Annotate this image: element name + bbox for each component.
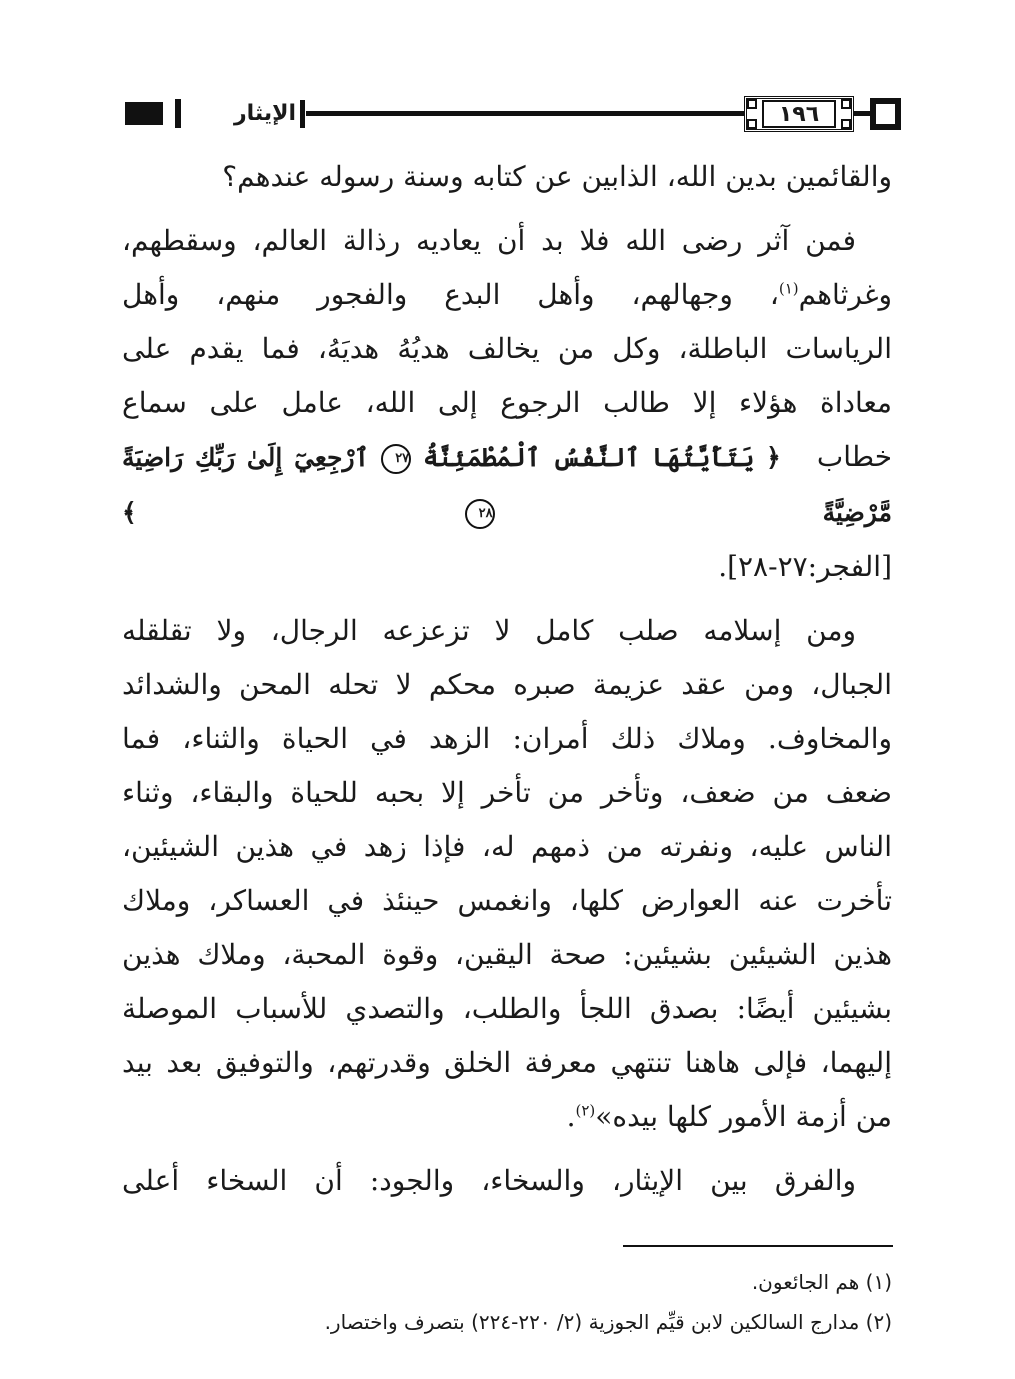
text-line: الناس عليه، ونفرته من ذمهم له، فإذا زهد في هذين الشيئين، [122, 830, 892, 863]
text-line: والقائمين بدين الله، الذابين عن كتابه وسنة رسوله عندهم؟ [222, 160, 892, 193]
frame-corner-ornament [841, 99, 851, 109]
text-span: . [566, 1100, 576, 1133]
text-span: خطاب [816, 440, 892, 473]
footnotes [122, 1262, 892, 1342]
footnote-ref[interactable]: (١) [778, 279, 799, 298]
text-line: معاداة هؤلاء إلا طالب الرجوع إلى الله، عامل على سماع [122, 386, 892, 419]
page-number-frame [744, 96, 854, 132]
frame-corner-ornament [747, 99, 757, 109]
text-line [122, 268, 892, 322]
header-ornament-bar [300, 100, 305, 128]
footnote-item: (١) هم الجائعون. [751, 1270, 892, 1294]
quran-verse: ٱرْجِعِيٓ إِلَىٰ رَبِّكِ رَاضِيَةً مَّرْضِيَّةً [122, 443, 892, 527]
header-ornament-square [870, 98, 901, 130]
text-line [122, 1090, 892, 1144]
text-line: والفرق بين الإيثار، والسخاء، والجود: أن السخاء أعلى [122, 1164, 856, 1197]
text-line: ضعف من ضعف، وتأخر من تأخر إلا بحبه للحياة والبقاء، وثناء [122, 776, 892, 809]
page-number: ١٩٦ [762, 100, 836, 128]
paragraph [122, 604, 892, 1144]
text-span: من أزمة الأمور كلها بيده» [595, 1100, 892, 1133]
text-line [122, 430, 892, 540]
footnote-item: (٢) مدارج السالكين لابن قيِّم الجوزية (٢/ ٢٢٠-٢٢٤) بتصرف واختصار. [324, 1310, 892, 1334]
text-line: فمن آثر رضى الله فلا بد أن يعاديه رذالة العالم، وسقطهم، [122, 224, 856, 257]
page-body [122, 150, 892, 1208]
header-rule [854, 111, 870, 116]
quran-verse: ﴿ يَتَأَيَّتُهَا ٱلنَّفْسُ ٱلْمُطْمَئِنَّةُ [423, 443, 781, 472]
quran-bracket: ﴾ [122, 498, 137, 527]
text-line: ومن إسلامه صلب كامل لا تزعزعه الرجال، ولا تقلقله [122, 614, 856, 647]
header-rule [306, 111, 744, 116]
ayah-number-marker: ٢٧ [381, 444, 411, 474]
ayah-number-marker: ٢٨ [465, 499, 495, 529]
text-line: والمخاوف. وملاك ذلك أمران: الزهد في الحياة والثناء، فما [122, 722, 892, 755]
text-line: بشيئين أيضًا: بصدق اللجأ والطلب، والتصدي للأسباب الموصلة [122, 992, 892, 1025]
text-span: ، وجهالهم، وأهل البدع والفجور منهم، وأهل [122, 278, 779, 311]
text-line: الجبال، ومن عقد عزيمة صبره محكم لا تحله المحن والشدائد [122, 668, 892, 701]
chapter-title: الإيثار [233, 101, 297, 126]
text-line: إليهما، فإلى هاهنا تنتهي معرفة الخلق وقدرتهم، والتوفيق بعد بيد [122, 1046, 892, 1079]
footnote-separator [623, 1245, 893, 1247]
paragraph [122, 1154, 892, 1208]
text-line: تأخرت عنه العوارض كلها، وانغمس حينئذ في العساكر، وملاك [122, 884, 892, 917]
text-line: [الفجر:٢٧-٢٨]. [718, 550, 892, 583]
text-span: وغرثاهم [798, 278, 892, 311]
text-line: الرياسات الباطلة، وكل من يخالف هديُهُ هديَهُ، فما يقدم على [122, 332, 892, 365]
text-line: هذين الشيئين بشيئين: صحة اليقين، وقوة المحبة، وملاك هذين [122, 938, 892, 971]
frame-corner-ornament [841, 119, 851, 129]
header-ornament-block [125, 102, 163, 125]
footnote-ref[interactable]: (٢) [575, 1101, 596, 1120]
paragraph [122, 150, 892, 204]
frame-corner-ornament [747, 119, 757, 129]
page-header [120, 96, 895, 136]
paragraph [122, 214, 892, 594]
header-ornament-bar [175, 99, 181, 128]
